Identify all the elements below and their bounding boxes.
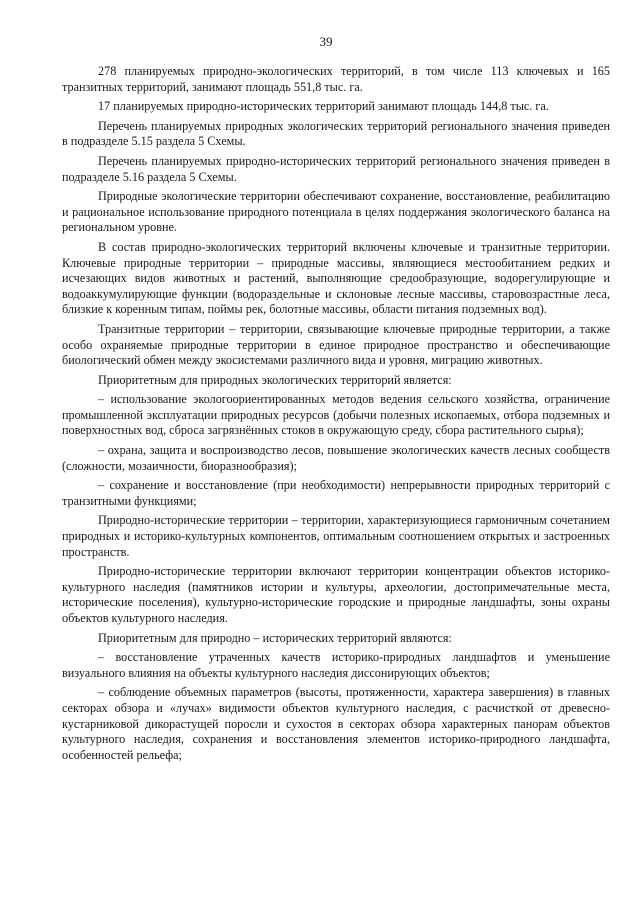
paragraph: Природные экологические территории обеспечивают сохранение, восстановление, реабилитацию и рациональное использование природного потенциала в целях поддержания экологического баланса на региональном уровне. <box>62 189 610 235</box>
list-item: – соблюдение объемных параметров (высоты, протяженности, характера завершения) в главных секторах обзора и «лучах» видимости объектов культурного наследия, с расчисткой от древесно-кустарниковой дикорастущей поросли и сухостоя в секторах обзора характерных панорам объектов культурного наследия, сохранения и восстановления элементов историко-природного ландшафта, особенностей рельефа; <box>62 685 610 762</box>
paragraph: Приоритетным для природно – исторических территорий являются: <box>98 630 452 645</box>
paragraph: Природно-исторические территории включают территории концентрации объектов историко-культурного наследия (памятников истории и культуры, археологии, достопримечательные места, исторические поселения), культурно-исторические городские и природные ландшафты, зоны охраны объектов культурного наследия. <box>62 564 610 625</box>
paragraph: Приоритетным для природных экологических территорий является: <box>98 372 452 387</box>
list-item: – использование экологоориентированных методов ведения сельского хозяйства, ограничение промышленной эксплуатации природных ресурсов (добычи полезных ископаемых, отбора подземных и поверхностных вод, сброса загрязнённых стоков в окружающую среду, сбора растительного сырья); <box>62 392 610 438</box>
paragraph: 17 планируемых природно-исторических территорий занимают площадь 144,8 тыс. га. <box>98 99 549 114</box>
page-number: 39 <box>319 34 333 49</box>
paragraph: Транзитные территории – территории, связывающие ключевые природные территории, а также особо охраняемые природные территории в единое природное пространство и обеспечивающие биологический обмен между экосистемами различного вида и уровня, миграцию животных. <box>62 321 610 368</box>
list-item: – охрана, защита и воспроизводство лесов, повышение экологических качеств лесных сообществ (сложности, мозаичности, биоразнообразия); <box>62 443 610 473</box>
paragraph: В состав природно-экологических территорий включены ключевые и транзитные территории. Ключевые природные территории – природные массивы, являющиеся местообитанием редких и исчезающих видов животных и растений, выполняющие средообразующие, водорегулирующие и водоаккумулирующие функции (водораздельные и склоновые лесные массивы, старовозрастные леса, близкие к коренным типам, поймы рек, болотные массивы, области питания подземных вод). <box>62 239 610 317</box>
paragraph: Перечень планируемых природных экологических территорий регионального значения приведен в подразделе 5.15 раздела 5 Схемы. <box>62 118 610 149</box>
list-item: – сохранение и восстановление (при необходимости) непрерывности природных территорий с транзитными функциями; <box>62 478 610 508</box>
document-body <box>62 64 610 763</box>
list-item: – восстановление утраченных качеств историко-природных ландшафтов и уменьшение визуального влияния на объекты культурного наследия диссонирующих объектов; <box>62 650 610 680</box>
paragraph: Природно-исторические территории – территории, характеризующиеся гармоничным сочетанием природных и историко-культурных компонентов, оптимальным соотношением открытых и застроенных пространств. <box>62 513 610 559</box>
paragraph: 278 планируемых природно-экологических территорий, в том числе 113 ключевых и 165 транзитных территорий, занимают площадь 551,8 тыс. га. <box>62 64 610 94</box>
paragraph: Перечень планируемых природно-исторических территорий регионального значения приведен в подразделе 5.16 раздела 5 Схемы. <box>62 153 610 184</box>
